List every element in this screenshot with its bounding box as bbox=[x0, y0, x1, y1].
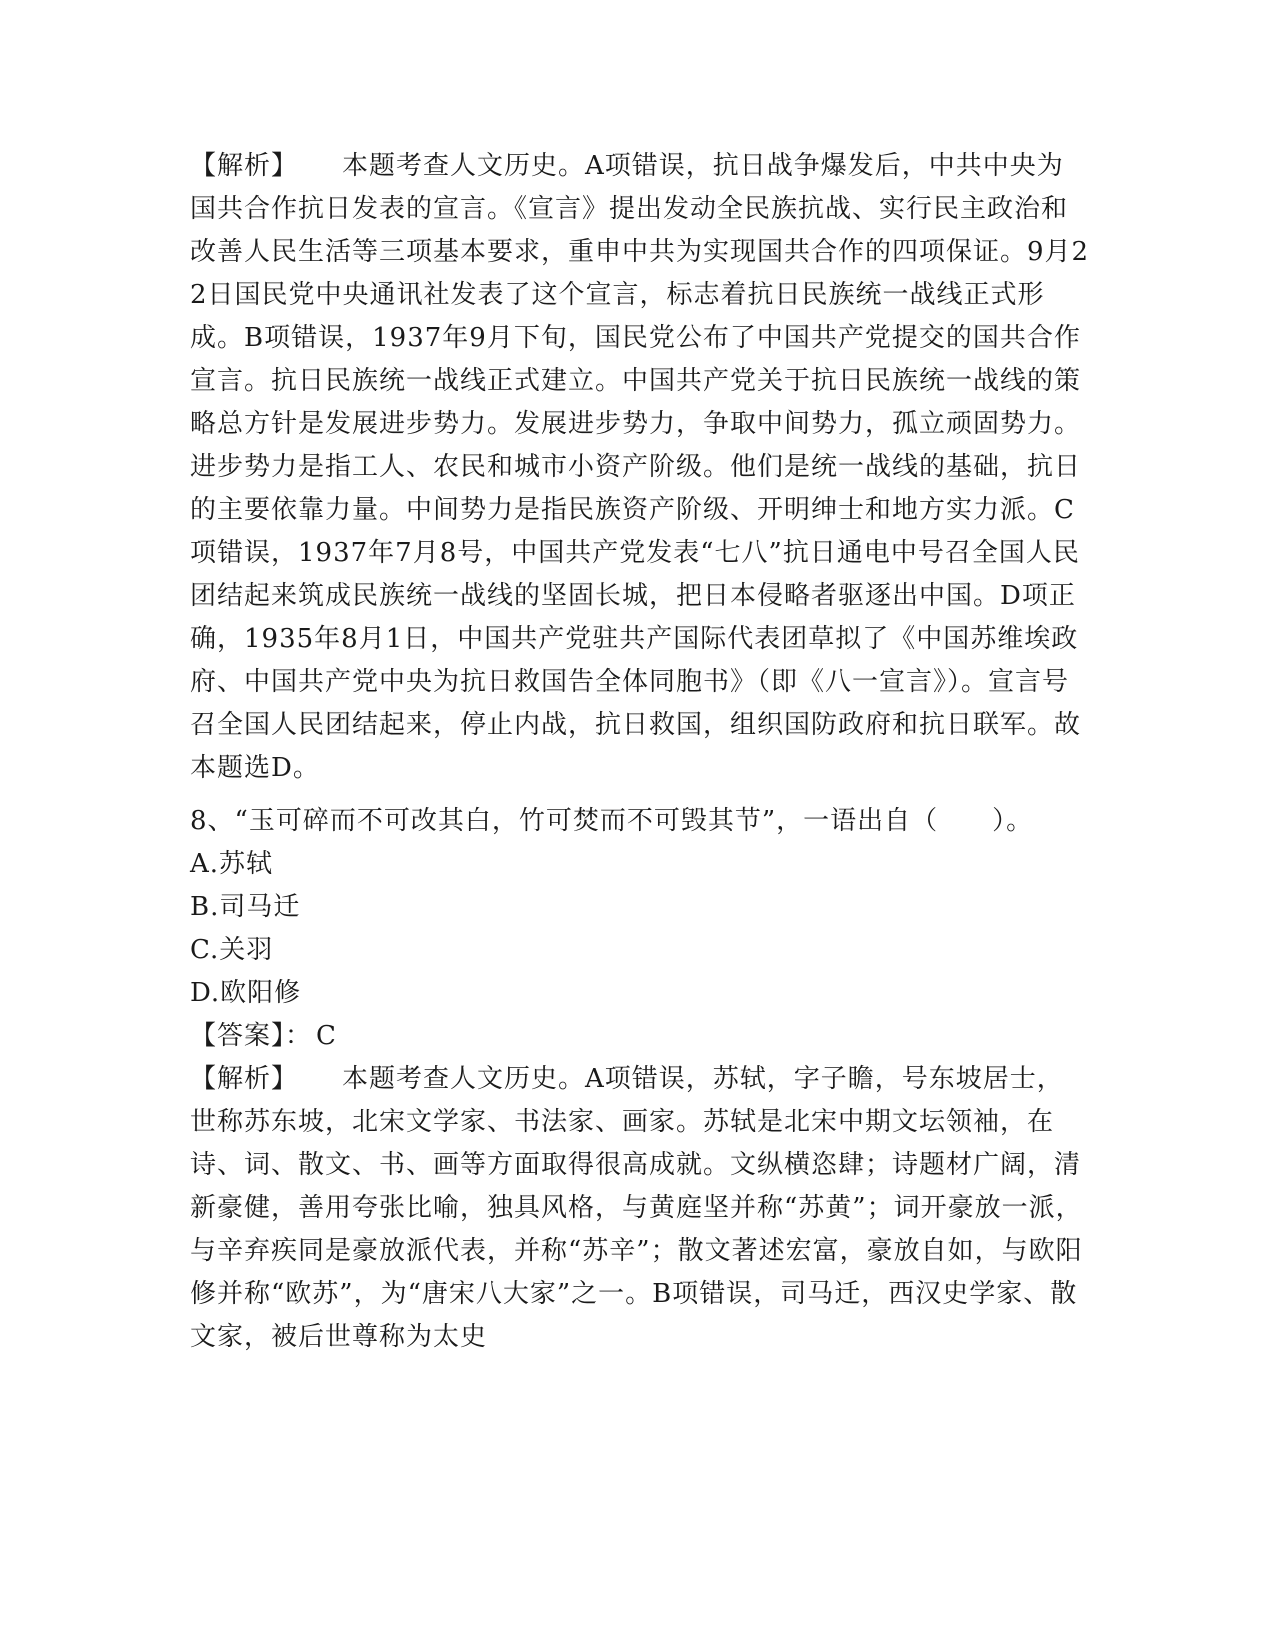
analysis-label: 【解析】 bbox=[190, 151, 299, 181]
analysis-label: 【解析】 bbox=[190, 1064, 299, 1094]
option-b: B.司马迁 bbox=[190, 892, 301, 922]
question-stem: 8、“玉可碎而不可改其白，竹可焚而不可毁其节”，一语出自（ ）。 bbox=[190, 806, 1034, 836]
option-d: D.欧阳修 bbox=[190, 978, 302, 1008]
option-c: C.关羽 bbox=[190, 935, 274, 965]
answer-label: 【答案】： bbox=[190, 1021, 313, 1051]
analysis-q8 bbox=[190, 1058, 1090, 1359]
document-page bbox=[190, 145, 1090, 1359]
analysis-text: 本题考查人文历史。A项错误，苏轼，字子瞻，号东坡居士，世称苏东坡，北宋文学家、书法家、画家。苏轼是北宋中期文坛领袖，在诗、词、散文、书、画等方面取得很高成就。文纵横恣肆；诗题材广阔，清新豪健，善用夸张比喻，独具风格，与黄庭坚并称“苏黄”；词开豪放一派，与辛弃疾同是豪放派代表，并称“苏辛”；散文著述宏富，豪放自如，与欧阳修并称“欧苏”，为“唐宋八大家”之一。B项错误，司马迁，西汉史学家、散文家，被后世尊称为太史 bbox=[190, 1064, 1083, 1352]
option-a: A.苏轼 bbox=[190, 849, 274, 879]
analysis-text: 本题考查人文历史。A项错误，抗日战争爆发后，中共中央为国共合作抗日发表的宣言。《宣言》提出发动全民族抗战、实行民主政治和改善人民生活等三项基本要求，重申中共为实现国共合作的四项保证。9月22日国民党中央通讯社发表了这个宣言，标志着抗日民族统一战线正式形成。B项错误，1937年9月下旬，国民党公布了中国共产党提交的国共合作宣言。抗日民族统一战线正式建立。中国共产党关于抗日民族统一战线的策略总方针是发展进步势力。发展进步势力，争取中间势力，孤立顽固势力。进步势力是指工人、农民和城市小资产阶级。他们是统一战线的基础，抗日的主要依靠力量。中间势力是指民族资产阶级、开明绅士和地方实力派。C项错误，1937年7月8号，中国共产党发表“七八”抗日通电中号召全国人民团结起来筑成民族统一战线的坚固长城，把日本侵略者驱逐出中国。D项正确，1935年8月1日，中国共产党驻共产国际代表团草拟了《中国苏维埃政府、中国共产党中央为抗日救国告全体同胞书》（即《八一宣言》）。宣言号召全国人民团结起来，停止内战，抗日救国，组织国防政府和抗日联军。故本题选D。 bbox=[190, 151, 1090, 783]
analysis-q7 bbox=[190, 145, 1090, 790]
answer-value: C bbox=[316, 1021, 337, 1051]
question-8 bbox=[190, 800, 1090, 1359]
answer-line bbox=[190, 1015, 1090, 1058]
